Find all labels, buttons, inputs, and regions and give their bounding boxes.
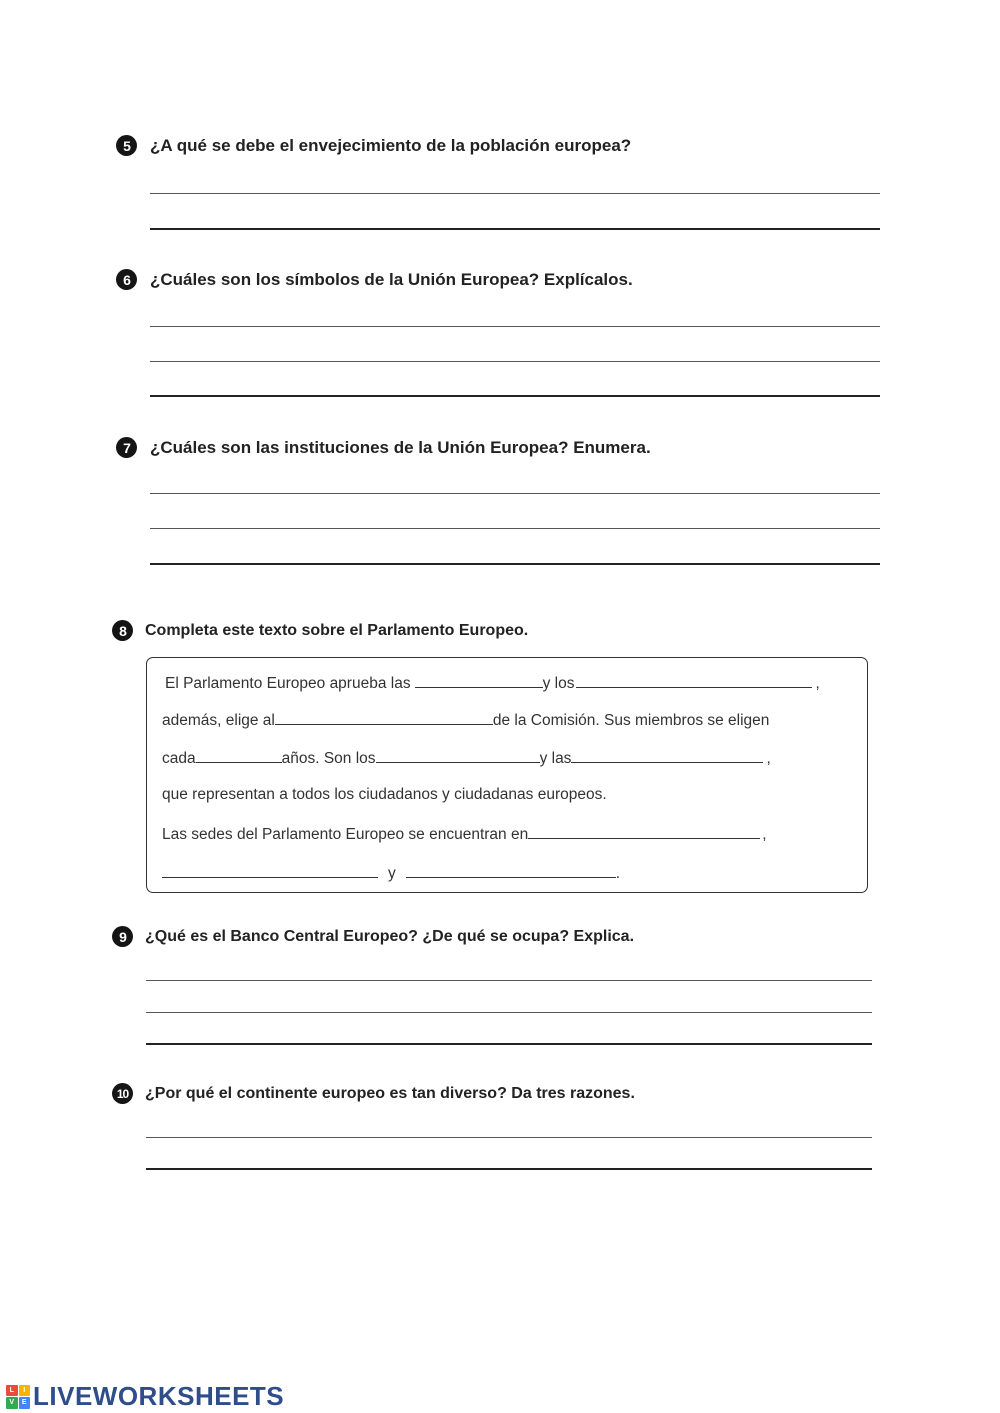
question-9 [112,926,634,947]
answer-line[interactable] [150,228,880,230]
fill-line-4 [162,786,607,804]
question-number-badge: 7 [116,437,137,458]
fill-line-6 [162,863,620,883]
question-7 [116,437,651,458]
fill-line-2 [162,710,769,730]
fill-text: que representan a todos los ciudadanos y ciudadanas europeos. [162,786,607,803]
answer-line[interactable] [150,326,880,327]
question-number-badge: 8 [112,620,133,641]
blank-input[interactable] [576,673,812,688]
blank-input[interactable] [196,748,282,763]
logo-mark-cell: I [19,1385,31,1397]
answer-line[interactable] [150,493,880,494]
fill-line-1 [165,673,820,693]
answer-line[interactable] [146,1012,872,1013]
fill-line-5 [162,824,767,844]
blank-input[interactable] [406,863,616,878]
blank-input[interactable] [376,748,540,763]
answer-line[interactable] [150,563,880,565]
fill-text: y los [542,675,575,692]
fill-text: y las [539,750,572,767]
answer-line[interactable] [146,1168,872,1170]
answer-line[interactable] [150,395,880,397]
liveworksheets-logo[interactable] [6,1381,284,1412]
question-text: ¿Qué es el Banco Central Europeo? ¿De qué se ocupa? Explica. [145,927,635,945]
fill-text: El Parlamento Europeo aprueba las [165,675,411,692]
question-number-badge: 5 [116,135,137,156]
fill-text: años. Son los [281,750,376,767]
answer-line[interactable] [146,1137,872,1138]
answer-line[interactable] [150,361,880,362]
fill-text: de la Comisión. Sus miembros se eligen [492,712,770,729]
question-10 [112,1083,635,1104]
fill-text: y [388,865,396,882]
fill-text: cada [162,750,196,767]
logo-mark-icon [6,1385,30,1409]
answer-line[interactable] [146,1043,872,1045]
logo-mark-cell: E [19,1397,31,1409]
fill-line-3 [162,748,771,768]
question-6 [116,269,633,290]
question-text: ¿A qué se debe el envejecimiento de la población europea? [150,135,632,155]
logo-mark-cell: L [6,1385,18,1397]
logo-text: LIVEWORKSHEETS [33,1381,285,1411]
question-text: ¿Cuáles son los símbolos de la Unión Europea? Explícalos. [150,269,633,289]
question-number-badge: 6 [116,269,137,290]
fill-text: , [766,750,771,767]
answer-line[interactable] [146,980,872,981]
question-8 [112,620,528,641]
question-5 [116,135,631,156]
question-number-badge: 9 [112,926,133,947]
fill-text: Las sedes del Parlamento Europeo se encuentran en [162,826,529,843]
fill-text: . [615,865,621,882]
blank-input[interactable] [162,863,378,878]
answer-line[interactable] [150,193,880,194]
question-text: ¿Cuáles son las instituciones de la Unión Europea? Enumera. [150,437,651,457]
logo-mark-cell: V [6,1397,18,1409]
blank-input[interactable] [571,748,763,763]
blank-input[interactable] [528,824,760,839]
blank-input[interactable] [415,673,543,688]
fill-text: además, elige al [162,712,275,729]
fill-text: , [815,675,820,692]
question-number-badge: 10 [112,1083,133,1104]
answer-line[interactable] [150,528,880,529]
question-text: ¿Por qué el continente europeo es tan diverso? Da tres razones. [145,1084,635,1102]
fill-text: , [762,826,767,843]
blank-input[interactable] [275,710,493,725]
question-text: Completa este texto sobre el Parlamento Europeo. [145,621,529,639]
